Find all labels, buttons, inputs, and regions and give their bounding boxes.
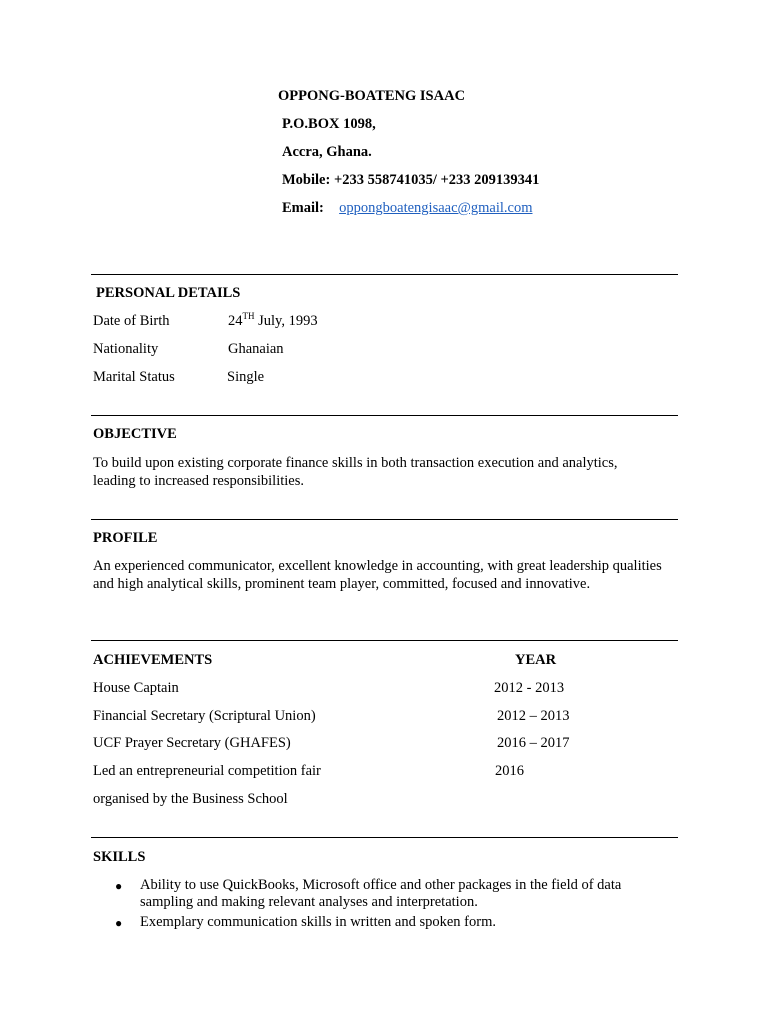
achievement-title: House Captain: [93, 680, 179, 696]
achievement-year: 2016: [495, 763, 524, 779]
skills-heading: SKILLS: [93, 849, 146, 865]
achievement-title: Led an entrepreneurial competition fair: [93, 763, 321, 779]
profile-heading: PROFILE: [93, 530, 158, 546]
address-line-2: Accra, Ghana.: [282, 144, 372, 160]
marital-status-value: Single: [227, 369, 265, 385]
achievement-title: Financial Secretary (Scriptural Union): [93, 708, 316, 724]
section-divider: [91, 837, 678, 838]
email-label: Email:: [282, 200, 324, 216]
section-divider: [91, 415, 678, 416]
achievement-title: organised by the Business School: [93, 791, 288, 807]
dob-day: 24: [228, 313, 243, 329]
dob-rest: July, 1993: [254, 313, 318, 329]
mobile-label: Mobile:: [282, 172, 331, 188]
profile-text: An experienced communicator, excellent knowledge in accounting, with great leadership qualities and high analytical skills, prominent team player, committed, focused and innovative.: [93, 558, 662, 592]
section-divider: [91, 519, 678, 520]
applicant-name: OPPONG-BOATENG ISAAC: [278, 88, 466, 104]
objective-text: To build upon existing corporate finance skills in both transaction execution and analytics, leading to increased responsibilities.: [93, 455, 618, 489]
achievement-year: 2012 – 2013: [497, 708, 570, 724]
dob-value: [228, 313, 318, 330]
section-divider: [91, 640, 678, 641]
mobile-value: +233 558741035/ +233 209139341: [333, 172, 540, 188]
address-line-1: P.O.BOX 1098,: [282, 116, 376, 132]
nationality-value: Ghanaian: [228, 341, 284, 357]
achievements-heading: ACHIEVEMENTS: [93, 652, 213, 668]
personal-details-heading: PERSONAL DETAILS: [96, 285, 241, 301]
email-line: [282, 200, 532, 217]
year-heading: YEAR: [515, 652, 557, 668]
skill-item: Exemplary communication skills in written and spoken form.: [140, 914, 496, 930]
bullet-icon: ●: [115, 916, 123, 930]
section-divider: [91, 274, 678, 275]
dob-label: Date of Birth: [93, 313, 170, 329]
email-link[interactable]: oppongboatengisaac@gmail.com: [339, 200, 533, 216]
skill-item: Ability to use QuickBooks, Microsoft office and other packages in the field of data sampling and making relevant analyses and interpretation.: [140, 877, 622, 910]
achievement-year: 2012 - 2013: [494, 680, 565, 696]
nationality-label: Nationality: [93, 341, 159, 357]
marital-status-label: Marital Status: [93, 369, 175, 385]
dob-suffix: TH: [242, 311, 255, 321]
achievement-title: UCF Prayer Secretary (GHAFES): [93, 735, 291, 751]
achievement-year: 2016 – 2017: [497, 735, 570, 751]
mobile-line: [282, 172, 539, 189]
objective-heading: OBJECTIVE: [93, 426, 177, 442]
bullet-icon: ●: [115, 879, 123, 893]
